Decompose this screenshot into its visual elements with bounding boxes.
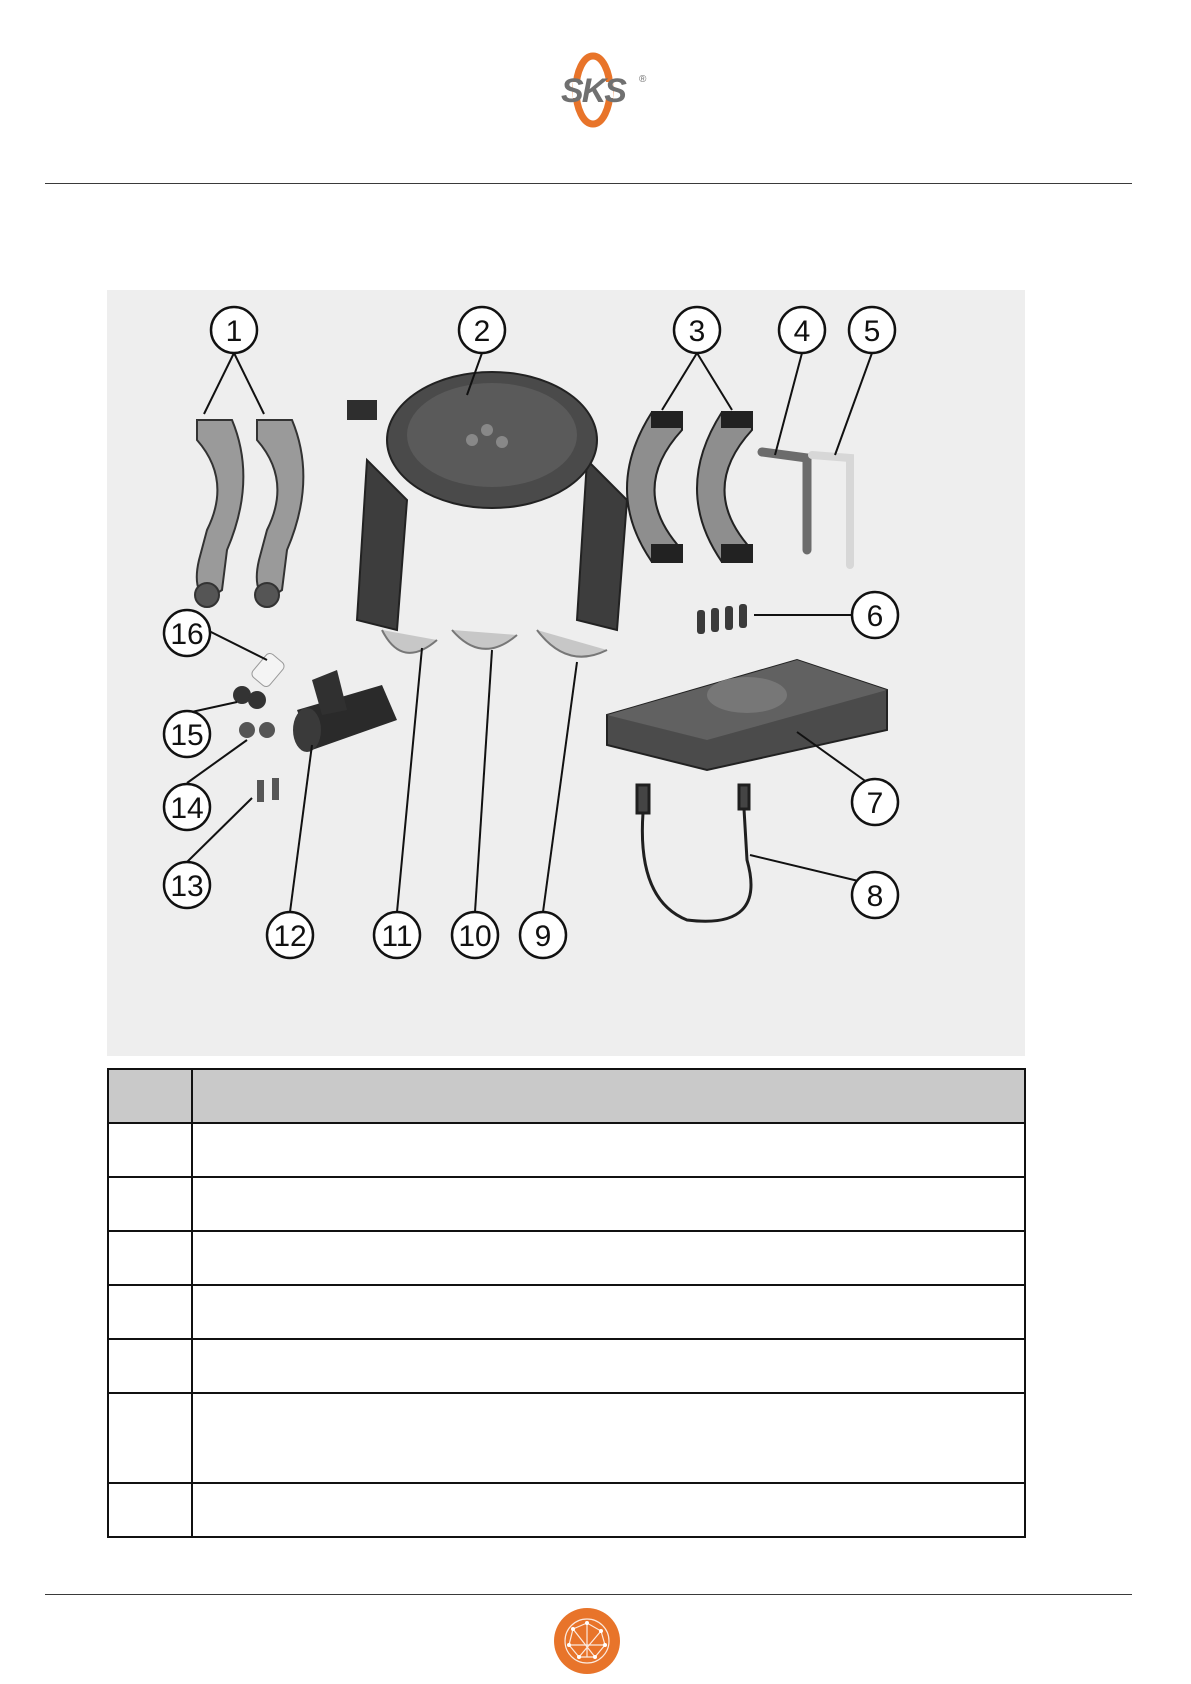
svg-text:5: 5	[863, 315, 881, 348]
callout-4	[779, 307, 825, 353]
row-description	[192, 1393, 1025, 1483]
part-8-usb-cable	[637, 785, 751, 921]
header-divider	[45, 183, 1132, 184]
row-no	[108, 1483, 192, 1537]
part-3-rubber-shims	[627, 412, 752, 562]
parts-13-16-hardware	[233, 651, 286, 802]
parts-illustration	[107, 290, 1025, 1056]
svg-text:16: 16	[170, 618, 204, 651]
callout-5	[849, 307, 895, 353]
row-no	[108, 1339, 192, 1393]
callout-12	[267, 912, 313, 958]
part-2-main-mount	[347, 372, 627, 630]
table-row	[108, 1177, 1025, 1231]
svg-text:1: 1	[225, 315, 243, 348]
table-row	[108, 1231, 1025, 1285]
svg-text:4: 4	[793, 315, 811, 348]
row-description	[192, 1285, 1025, 1339]
parts-figure	[107, 290, 1025, 1056]
callout-2	[459, 307, 505, 353]
svg-text:2: 2	[473, 315, 491, 348]
svg-text:15: 15	[170, 719, 204, 752]
svg-text:3: 3	[688, 315, 706, 348]
row-description	[192, 1483, 1025, 1537]
table-row	[108, 1285, 1025, 1339]
callout-1	[211, 307, 257, 353]
row-no	[108, 1123, 192, 1177]
part-1-bracket-arms	[195, 420, 303, 607]
callout-10	[452, 912, 498, 958]
row-description	[192, 1123, 1025, 1177]
svg-text:13: 13	[170, 870, 204, 903]
table-header-row	[108, 1069, 1025, 1123]
row-no	[108, 1231, 192, 1285]
part-7-power-bank	[607, 660, 887, 770]
header-description	[192, 1069, 1025, 1123]
table-row	[108, 1483, 1025, 1537]
svg-text:8: 8	[866, 880, 884, 913]
svg-text:12: 12	[273, 920, 307, 953]
row-description	[192, 1231, 1025, 1285]
part-12-adapter	[293, 670, 397, 752]
parts-table	[107, 1068, 1026, 1538]
svg-text:11: 11	[381, 920, 413, 953]
callout-11	[374, 912, 420, 958]
part-4-torx-key	[762, 452, 807, 550]
part-6-screws	[697, 604, 747, 634]
globe-network-icon	[553, 1607, 621, 1675]
row-no	[108, 1285, 192, 1339]
table-row	[108, 1393, 1025, 1483]
header-no	[108, 1069, 192, 1123]
svg-text:14: 14	[170, 792, 204, 825]
callout-3	[674, 307, 720, 353]
row-no	[108, 1177, 192, 1231]
svg-text:7: 7	[866, 787, 884, 820]
svg-text:10: 10	[458, 920, 492, 953]
registered-mark: ®	[639, 74, 647, 85]
row-no	[108, 1393, 192, 1483]
footer-divider	[45, 1594, 1132, 1595]
row-description	[192, 1177, 1025, 1231]
callout-14	[164, 784, 210, 830]
parts-9-11-spacer-shims	[382, 630, 607, 657]
svg-text:9: 9	[534, 920, 552, 953]
callout-15	[164, 711, 210, 757]
callout-8	[852, 872, 898, 918]
part-5-allen-key	[812, 455, 850, 565]
callout-13	[164, 862, 210, 908]
table-row	[108, 1123, 1025, 1177]
sks-logo	[543, 52, 649, 128]
logo-text: SKS	[561, 72, 625, 110]
table-row	[108, 1339, 1025, 1393]
row-description	[192, 1339, 1025, 1393]
svg-text:6: 6	[866, 600, 884, 633]
callout-9	[520, 912, 566, 958]
callout-7	[852, 779, 898, 825]
callout-6	[852, 592, 898, 638]
callout-16	[164, 610, 210, 656]
